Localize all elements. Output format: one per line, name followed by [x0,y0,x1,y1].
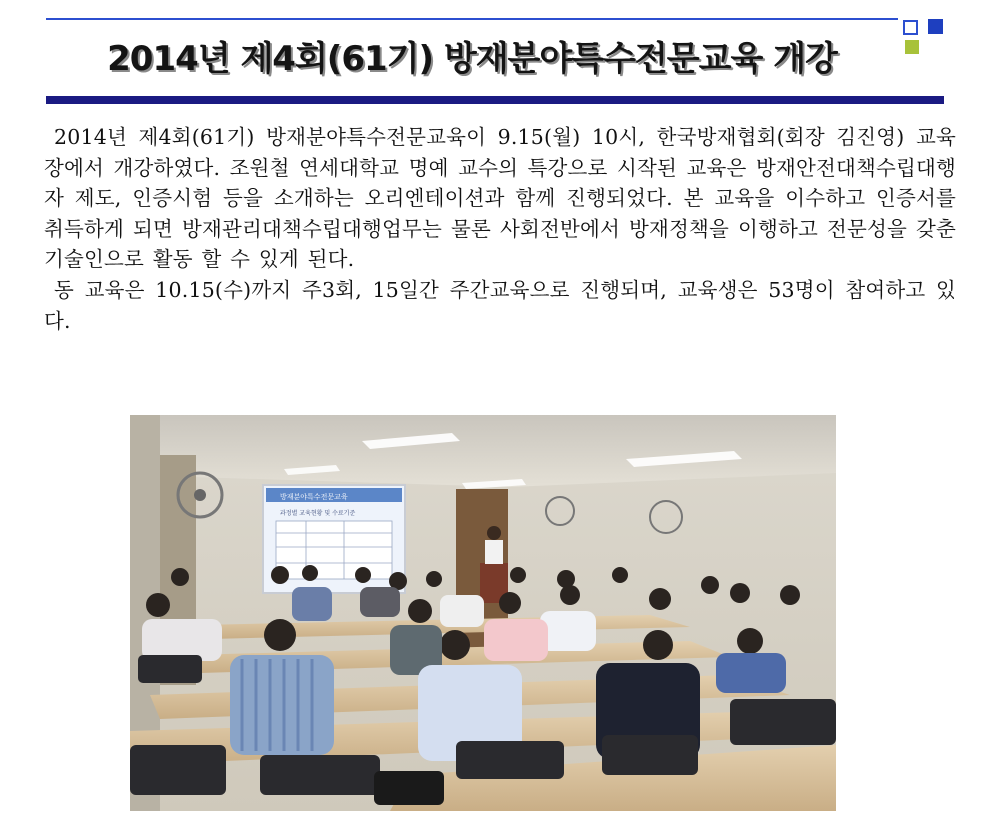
attendee-striped-shirt [230,655,334,755]
speaker [487,526,501,540]
article-title: 2014년 제4회(61기) 방재분야특수전문교육 개강 [107,39,837,79]
article-body [44,122,956,336]
lecture-photo [130,415,836,811]
decor-square-outline [903,20,918,35]
article-paragraph-2: 동 교육은 10.15(수)까지 주3회, 15일간 주간교육으로 진행되며, 교육생은 53명이 참여하고 있다. [44,277,956,333]
slide-subtitle-text: 과정별 교육현황 및 수료기준 [280,510,356,517]
article-paragraph-1: 2014년 제4회(61기) 방재분야특수전문교육이 9.15(월) 10시, 한국방재협회(회장 김진영) 교육장에서 개강하였다. 조원철 연세대학교 명예 교수의 특강으로 시작된 교육은 방재안전대책수립대행자 제도, 인증시험 등을 소개하는 오리엔테이션과 함께 진행되었다. 본 교육을 이수하고 인증서를 취득하게 되면 방재관리대책수립대행업무는 물론 사회전반에서 방재정책을 이행하고 전문성을 갖춘 기술인으로 활동 할 수 있게 된다. [44,125,956,272]
decor-square-blue [928,19,943,34]
bag [374,771,444,805]
decor-square-green [905,40,919,54]
lecture-room-illustration [130,415,836,811]
title-underline [46,96,944,104]
top-rule [46,18,898,20]
slide-header-text: 방재분야특수전문교육 [280,493,348,501]
